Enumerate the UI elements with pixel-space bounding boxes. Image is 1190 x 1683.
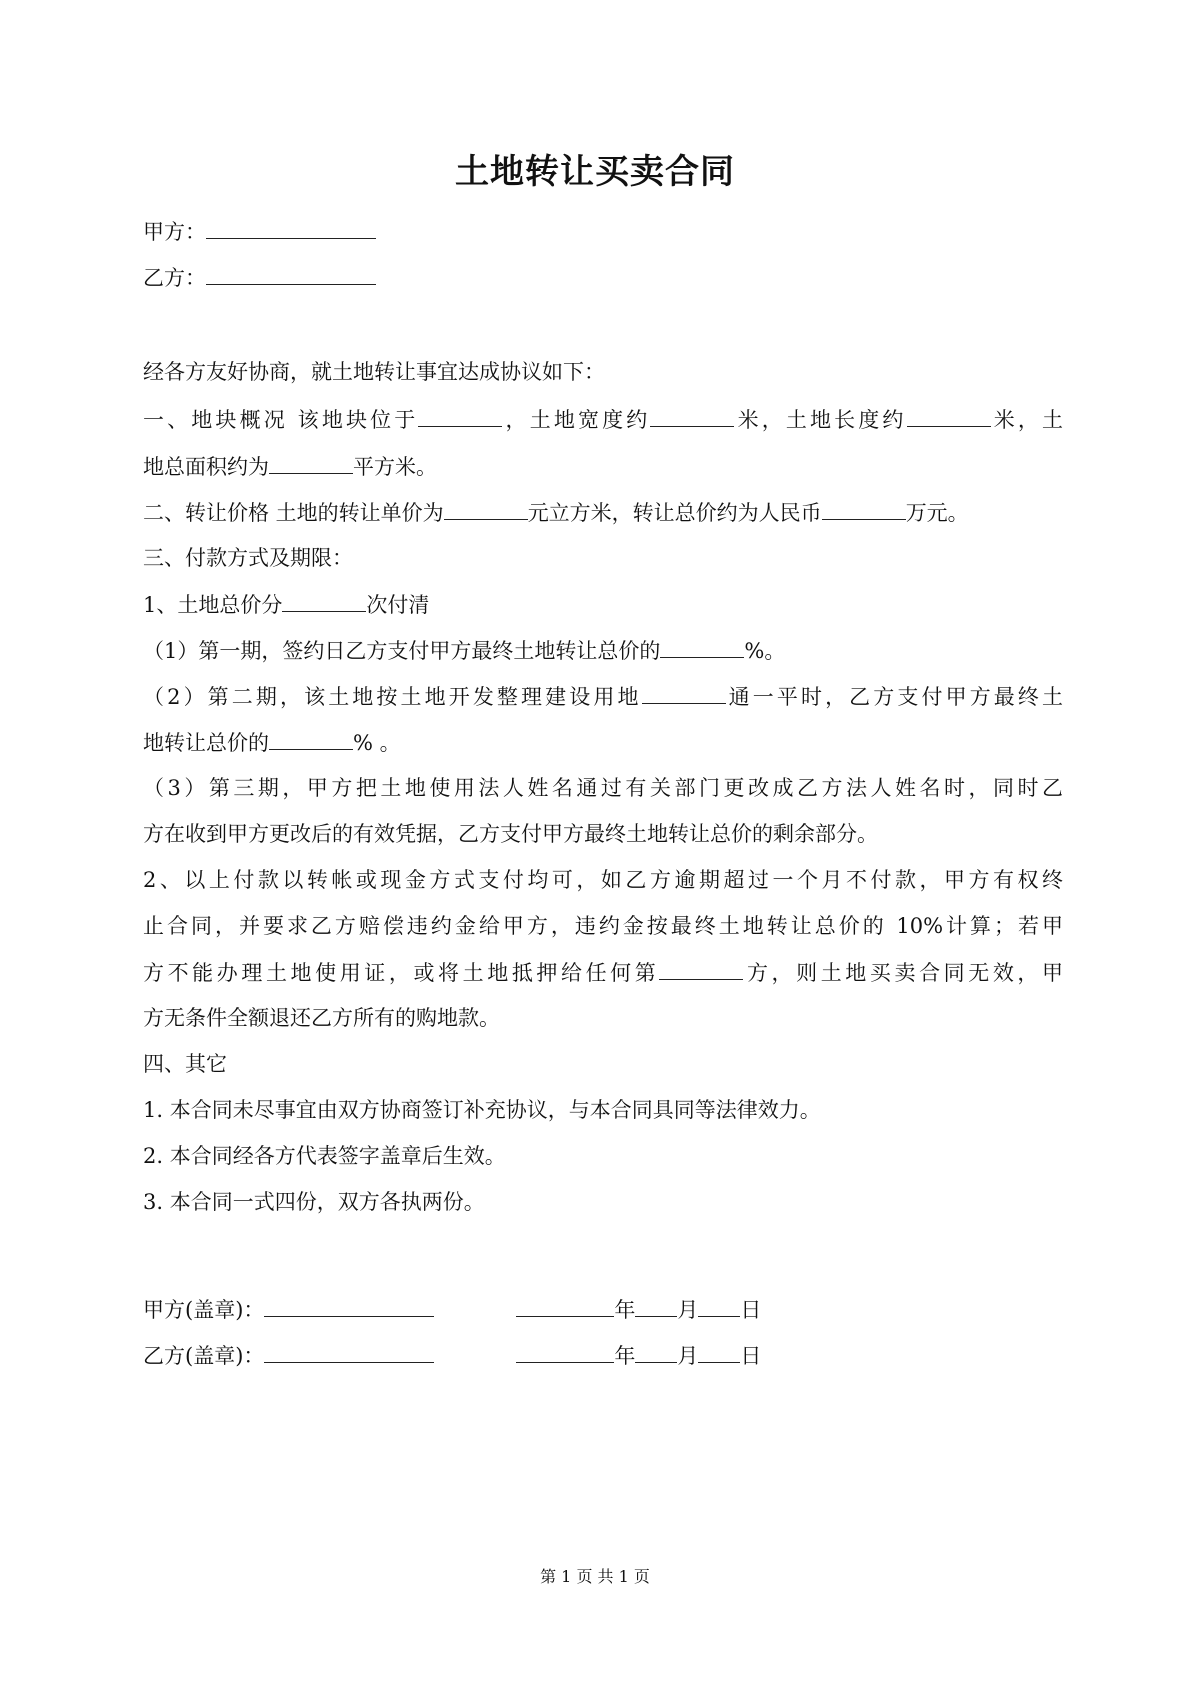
section-1-text: ，土地宽度约 [502, 408, 651, 432]
party-a-year-blank[interactable] [516, 1294, 614, 1317]
payment-2-line-4: 方无条件全额退还乙方所有的购地款。 [143, 1006, 500, 1030]
payment-2-line-1: 2、以上付款以转帐或现金方式支付均可，如乙方逾期超过一个月不付款，甲方有权终 [143, 868, 1063, 892]
party-a-month-blank[interactable] [635, 1294, 677, 1317]
other-clause-3: 3. 本合同一式四份，双方各执两份。 [143, 1190, 485, 1214]
payment-2-text: 方，则土地买卖合同无效，甲 [743, 961, 1063, 985]
development-blank[interactable] [642, 681, 726, 704]
section-1-text: 米，土 [990, 408, 1063, 432]
installment-2-line-1 [143, 681, 1063, 712]
payment-1-text: 次付清 [366, 593, 430, 617]
area-blank[interactable] [269, 451, 353, 474]
installment-3-line-1: （3）第三期，甲方把土地使用法人姓名通过有关部门更改成乙方法人姓名时，同时乙 [143, 776, 1063, 800]
party-b-day-blank[interactable] [698, 1340, 740, 1363]
month-label: 月 [677, 1298, 699, 1322]
installments-blank[interactable] [282, 589, 366, 612]
length-blank[interactable] [907, 404, 991, 427]
party-a-signature-line [143, 1294, 1063, 1325]
party-b-label: 乙方： [143, 266, 206, 290]
month-label: 月 [677, 1344, 699, 1368]
party-a-seal-label: 甲方(盖章)： [143, 1298, 265, 1322]
payment-1-text: 1、土地总价分 [143, 593, 283, 617]
party-b-signature-line [143, 1340, 1063, 1371]
installment-1-text: %。 [744, 639, 786, 663]
party-a-line [143, 216, 1063, 247]
day-label: 日 [740, 1298, 762, 1322]
installment-2-text: 通一平时，乙方支付甲方最终土 [725, 685, 1063, 709]
party-b-seal-blank[interactable] [264, 1340, 434, 1363]
section-1-text: 地总面积约为 [143, 455, 269, 479]
section-1-text: 米，土地长度约 [734, 408, 907, 432]
party-b-month-blank[interactable] [635, 1340, 677, 1363]
installment-1-line [143, 635, 1063, 666]
first-percent-blank[interactable] [660, 635, 744, 658]
installment-2-text: （2）第二期，该土地按土地开发整理建设用地 [143, 685, 642, 709]
payment-2-line-2: 止合同，并要求乙方赔偿违约金给甲方，违约金按最终土地转让总价的 10%计算；若甲 [143, 914, 1063, 938]
payment-2-line-3 [143, 957, 1063, 988]
payment-1-line [143, 589, 1063, 620]
section-1-text: 一、地块概况 该地块位于 [143, 408, 419, 432]
total-price-blank[interactable] [822, 497, 906, 520]
third-party-blank[interactable] [659, 957, 743, 980]
other-clause-1: 1. 本合同未尽事宜由双方协商签订补充协议，与本合同具同等法律效力。 [143, 1098, 821, 1122]
unit-price-blank[interactable] [444, 497, 528, 520]
party-a-blank[interactable] [206, 216, 376, 239]
intro-paragraph: 经各方友好协商，就土地转让事宜达成协议如下： [143, 360, 605, 384]
section-3-heading: 三、付款方式及期限： [143, 546, 353, 570]
section-2-text: 元立方米，转让总价约为人民币 [527, 501, 822, 525]
party-b-year-blank[interactable] [516, 1340, 614, 1363]
other-clause-2: 2. 本合同经各方代表签字盖章后生效。 [143, 1144, 506, 1168]
section-2-text: 万元。 [905, 501, 969, 525]
party-b-seal-label: 乙方(盖章)： [143, 1344, 265, 1368]
installment-2-text: 地转让总价的 [143, 731, 269, 755]
year-label: 年 [614, 1298, 636, 1322]
section-1-line-1 [143, 404, 1063, 435]
document-title: 土地转让买卖合同 [455, 152, 735, 192]
section-1-line-2 [143, 451, 1063, 482]
installment-2-text: % 。 [353, 731, 401, 755]
location-blank[interactable] [418, 404, 502, 427]
second-percent-blank[interactable] [269, 727, 353, 750]
installment-2-line-2 [143, 727, 1063, 758]
party-b-line [143, 262, 1063, 293]
page-footer: 第 1 页 共 1 页 [540, 1567, 650, 1586]
party-a-day-blank[interactable] [698, 1294, 740, 1317]
party-b-blank[interactable] [206, 262, 376, 285]
party-a-seal-blank[interactable] [264, 1294, 434, 1317]
day-label: 日 [740, 1344, 762, 1368]
installment-1-text: （1）第一期，签约日乙方支付甲方最终土地转让总价的 [143, 639, 661, 663]
payment-2-text: 方不能办理土地使用证，或将土地抵押给任何第 [143, 961, 660, 985]
party-a-label: 甲方： [143, 220, 206, 244]
section-1-text: 平方米。 [353, 455, 437, 479]
section-4-heading: 四、其它 [143, 1052, 227, 1076]
section-2-line [143, 497, 1063, 528]
installment-3-line-2: 方在收到甲方更改后的有效凭据，乙方支付甲方最终土地转让总价的剩余部分。 [143, 822, 878, 846]
year-label: 年 [614, 1344, 636, 1368]
section-2-text: 二、转让价格 土地的转让单价为 [143, 501, 444, 525]
width-blank[interactable] [650, 404, 734, 427]
